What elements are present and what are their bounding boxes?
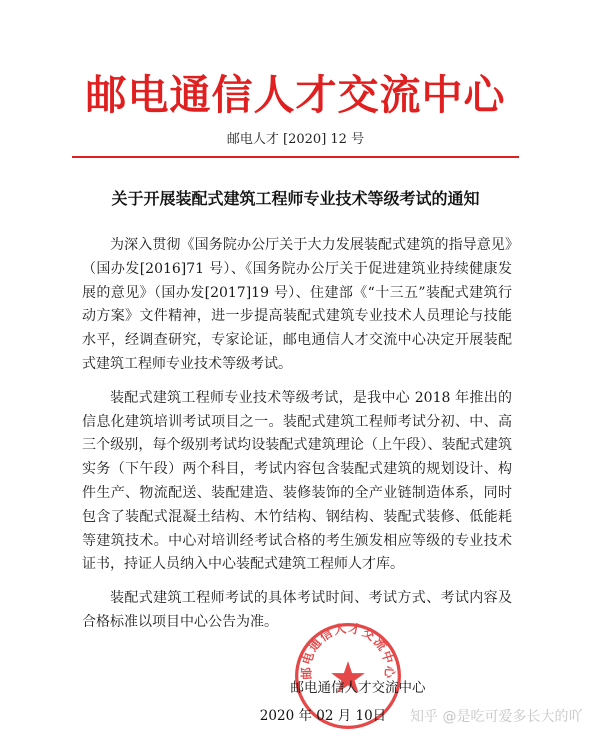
body-paragraph: 为深入贯彻《国务院办公厅关于大力发展装配式建筑的指导意见》（国办发[2016]71 号）、《国务院办公厅关于促进建筑业持续健康发展的意见》（国办发[2017]19 号）、住建部《“十三五”装配式建筑行动方案》文件精神，进一步提高装配式建筑专业技术人员理论与技能水平，经调查研究，专家论证，邮电通信人才交流中心决定开展装配式建筑工程师专业技术等级考试。 xyxy=(82,237,512,372)
watermark: 知乎 @是吃可爱多长大的吖 xyxy=(410,709,583,725)
issue-date: 2020 年 02 月 10日 xyxy=(259,708,387,724)
seal-text: 邮电通信人才交流中心 xyxy=(299,621,397,680)
body-paragraph: 装配式建筑工程师专业技术等级考试，是我中心 2018 年推出的信息化建筑培训考试项目之一。装配式建筑工程师考试分初、中、高三个级别，每个级别考试均设装配式建筑理论（上午段）、装配式建筑实务（下午段）两个科目，考试内容包含装配式建筑的规划设计、构件生产、物流配送、装配建造、装修装饰的全产业链制造体系，同时包含了装配式混凝土结构、木竹结构、钢结构、装配式装修、低能耗等建筑技术。中心对培训经考试合格的考生颁发相应等级的专业技术证书，持证人员纳入中心装配式建筑工程师人才库。 xyxy=(82,389,512,573)
notice-title: 关于开展装配式建筑工程师专业技术等级考试的通知 xyxy=(111,189,480,208)
org-title: 邮电通信人才交流中心 xyxy=(85,71,506,119)
notice-body xyxy=(82,234,512,645)
body-paragraph: 装配式建筑工程师考试的具体考试时间、考试方式、考试内容及合格标准以项目中心公告为准。 xyxy=(82,590,512,630)
doc-number: 邮电人才 [2020] 12 号 xyxy=(226,132,365,147)
red-rule xyxy=(72,156,519,158)
issuer-name: 邮电通信人才交流中心 xyxy=(290,680,426,696)
